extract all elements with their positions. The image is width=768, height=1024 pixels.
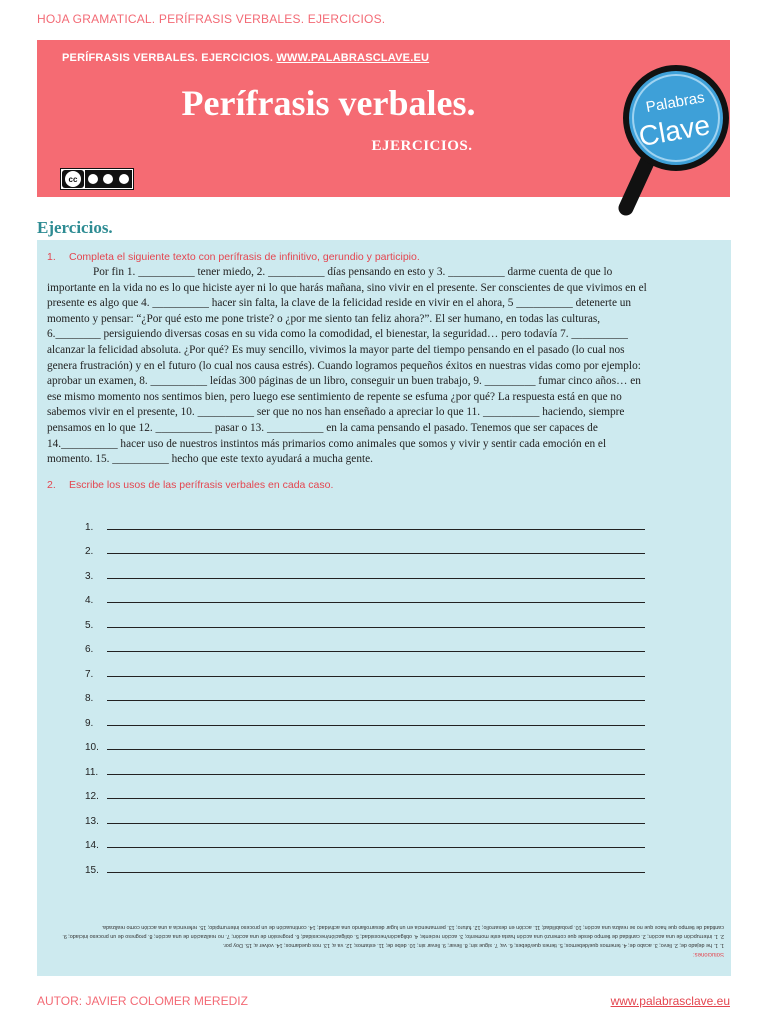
- answer-line[interactable]: [85, 729, 645, 754]
- question-1-number: 1.: [47, 251, 56, 263]
- text-line: sabemos vivir en el presente, 10. __________ ser que no nos han enseñado a apreciar lo que 11. __________ haciendo, siempre: [47, 406, 625, 419]
- upside-down-solutions: [44, 870, 724, 958]
- answer-line-number: 15.: [85, 864, 99, 876]
- answer-line-number: 13.: [85, 815, 99, 827]
- exercise-box: [37, 240, 731, 976]
- answer-line[interactable]: [85, 582, 645, 607]
- text-line: alcanzar la felicidad absoluta. ¿Por qué? Es muy sencillo, vivimos la mayor parte del tiempo pensando en el pasado (lo cual nos: [47, 343, 625, 356]
- answer-line-number: 6.: [85, 644, 94, 655]
- question-2-instruction: Escribe los usos de las perífrasis verbales en cada caso.: [69, 479, 334, 491]
- answer-line[interactable]: [85, 557, 645, 582]
- header-strip: HOJA GRAMATICAL. PERÍFRASIS VERBALES. EJERCICIOS.: [37, 12, 386, 26]
- answer-line-number: 11.: [85, 766, 99, 778]
- answer-line[interactable]: [85, 655, 645, 680]
- answer-line[interactable]: [85, 778, 645, 803]
- answer-line-number: 9.: [85, 717, 94, 729]
- answer-line-number: 14.: [85, 840, 99, 851]
- banner-url-link[interactable]: WWW.PALABRASCLAVE.EU: [276, 52, 430, 64]
- text-line: presente es algo que 4. __________ hacer sin falta, la clave de la felicidad reside en vivir en el ahora, 5 __________ detenerte un: [47, 297, 632, 310]
- answer-line-number: 8.: [85, 693, 94, 704]
- question-1-text: [47, 265, 722, 468]
- text-line: 6.________ persiguiendo diversas cosas en su vida como la comodidad, el bienestar, la seguridad… pero todavía 7. __________: [47, 328, 628, 341]
- question-1-instruction: Completa el siguiente texto con perífrasis de infinitivo, gerundio y participio.: [69, 251, 420, 263]
- text-line: ese mismo momento nos sentimos bien, pero luego ese sentimiento de repente se esfuma ¿por qué? La respuesta está en que no: [47, 390, 622, 403]
- solutions-title: Soluciones:: [692, 951, 724, 957]
- cc-icon: cc: [62, 170, 84, 188]
- answer-line-number: 5.: [85, 619, 94, 631]
- answer-lines: [85, 508, 645, 876]
- palabras-clave-logo: [612, 60, 742, 220]
- answer-line[interactable]: [85, 753, 645, 778]
- logo-word-clave: Clave: [636, 109, 713, 153]
- question-2-heading: [47, 479, 333, 491]
- answer-line[interactable]: [85, 606, 645, 631]
- text-line: 14.__________ hacer uso de nuestros instintos más primarios como animales que somos y vivir y sentir cada emoción en el: [47, 437, 607, 450]
- page-title-text: Perífrasis verbales.: [181, 83, 476, 123]
- banner-subtitle-text: PERÍFRASIS VERBALES. EJERCICIOS.: [62, 52, 274, 64]
- text-line: pensamos en lo que 12. __________ pasar o 13. __________ en la cama pensando el pasado. Tenemos que ser capaces de: [47, 421, 598, 434]
- answer-line[interactable]: [85, 533, 645, 558]
- answer-line-number: 12.: [85, 791, 99, 802]
- answer-line-number: 10.: [85, 742, 99, 753]
- by-nc-nd-icon: [85, 170, 132, 188]
- license-badge[interactable]: [60, 168, 134, 190]
- answer-line[interactable]: [85, 827, 645, 852]
- answer-line[interactable]: [85, 508, 645, 533]
- banner-ejercicios: EJERCICIOS.: [371, 138, 473, 154]
- section-title: Ejercicios.: [37, 218, 113, 237]
- footer-author: AUTOR: JAVIER COLOMER MEREDIZ: [37, 994, 248, 1008]
- answer-line-number: 2.: [85, 546, 94, 557]
- solutions-line-2: 2. 1. interrupción de una acción; 2. cantidad de tiempo desde que comenzó una acción hasta este momento; 3. acción reciente; 4. obligación/necesidad; 5. obligación/necesidad; 6. progresión de una acción; 7. no realización de una acción; 8. progreso de un proceso iniciado; 9. cantidad de tiempo que hace que no se realiza una acción; 10. probabilidad; 11. acción en desarrollo; 12. futuro; 13. permanencia en un lugar desarrollando una actividad; 14. continuación de un proceso interrumpido; 15. referencia a una acción como realizada.: [62, 924, 724, 939]
- question-1-heading: [47, 251, 420, 263]
- answer-line[interactable]: [85, 680, 645, 705]
- answer-line-number: 3.: [85, 570, 94, 582]
- answer-line[interactable]: [85, 631, 645, 656]
- text-line: aprobar un examen, 8. __________ leídas 300 páginas de un libro, conseguir un buen trabajo, 9. _________ fumar cinco años… en: [47, 375, 641, 388]
- answer-line-number: 1.: [85, 521, 94, 533]
- text-line: Por fin 1. __________ tener miedo, 2. __________ días pensando en esto y 3. __________ darme cuenta de que lo: [93, 266, 613, 278]
- question-2-number: 2.: [47, 479, 56, 491]
- solutions-line-1: 1. 1. he dejado de; 2. llevo; 3. acabo de; 4. tenemos que/debemos; 5. tienes que/debes; 6. va; 7. sigue sin; 8. llevar; 9. llevar sin; 10. debe de; 11. estamos; 12. va a; 13. nos quedamos; 14. volver a; 15. Doy por.: [222, 942, 724, 948]
- answer-line[interactable]: [85, 704, 645, 729]
- logo-word-palabras: Palabras: [644, 89, 706, 117]
- answer-line[interactable]: [85, 802, 645, 827]
- text-line: momento y pensar: “¿Por qué esto me pone triste? o ¿por me siento tan feliz ahora?”. El ser humano, en todas las culturas,: [47, 312, 601, 325]
- text-line: importante en la vida no es lo que hiciste ayer ni lo que harás mañana, sino vivir en el presente. Ser conscientes de que vivimos en el: [47, 281, 647, 294]
- answer-line-number: 4.: [85, 595, 94, 606]
- text-line: genera frustración) y en el futuro (lo cual nos causa estrés). Cuando logramos pequeños éxitos en nuestras vidas como por ejemplo:: [47, 359, 641, 372]
- footer-url-link[interactable]: www.palabrasclave.eu: [610, 994, 730, 1008]
- answer-line-number: 7.: [85, 668, 94, 680]
- banner-subtitle: [62, 52, 429, 64]
- text-line: momento. 15. __________ hecho que este texto ayudará a mucha gente.: [47, 453, 373, 466]
